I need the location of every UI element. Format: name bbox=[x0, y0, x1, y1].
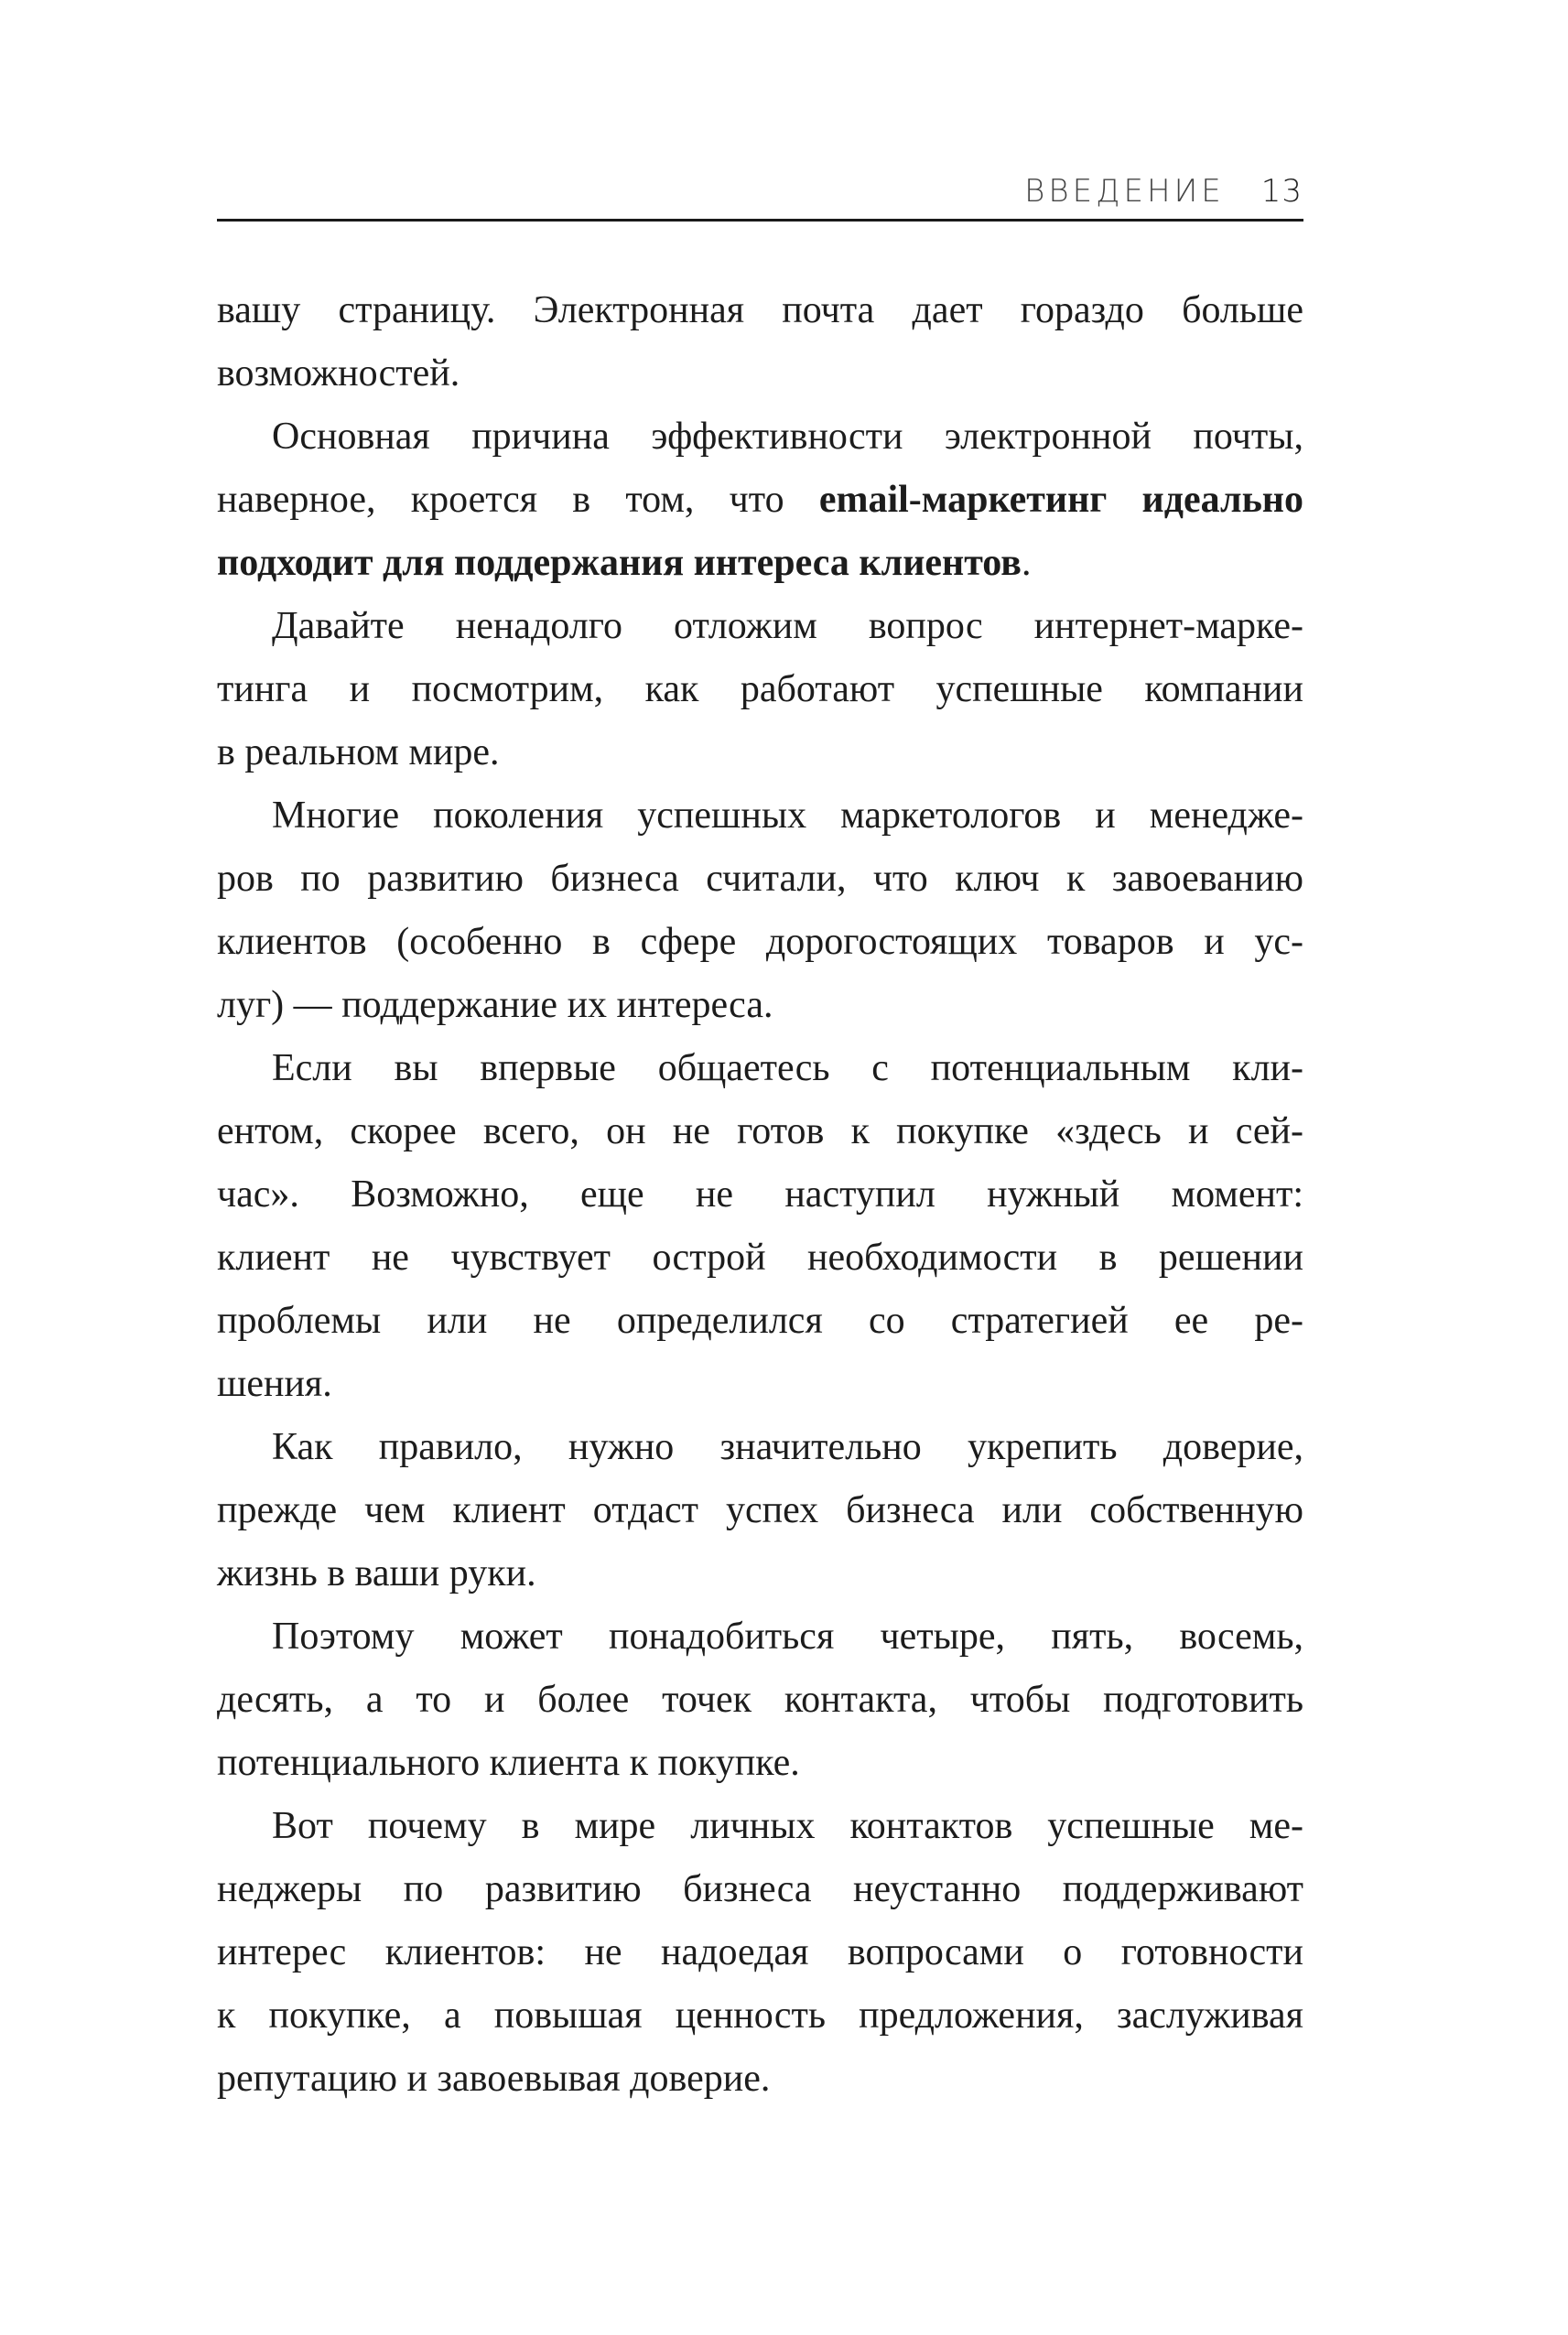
text-line: проблемы или не определился со стратегией ее ре- bbox=[217, 1300, 1303, 1342]
text-line: ров по развитию бизнеса считали, что ключ к завоеванию bbox=[217, 858, 1303, 900]
header-rule bbox=[217, 219, 1303, 222]
running-head bbox=[1024, 170, 1303, 212]
text-line: интерес клиентов: не надоедая вопросами о готовности bbox=[217, 1931, 1303, 1973]
text-line: потенциального клиента к покупке. bbox=[217, 1742, 800, 1784]
text-segment: . bbox=[1021, 542, 1032, 584]
text-line: шения. bbox=[217, 1363, 332, 1405]
text-line: репутацию и завоевывая доверие. bbox=[217, 2058, 771, 2100]
text-line: жизнь в ваши руки. bbox=[217, 1552, 536, 1595]
text-line: Многие поколения успешных маркетологов и менедже- bbox=[272, 795, 1303, 837]
text-line bbox=[217, 532, 1303, 595]
text-segment: наверное, кроется в том, что bbox=[217, 479, 819, 521]
text-line: Поэтому может понадобиться четыре, пять, восемь, bbox=[272, 1616, 1303, 1658]
text-line: Если вы впервые общаетесь с потенциальным кли- bbox=[272, 1047, 1303, 1089]
page-number: 13 bbox=[1260, 173, 1303, 210]
chapter-title: ВВЕДЕНИЕ bbox=[1024, 173, 1225, 210]
text-line: клиентов (особенно в сфере дорогостоящих товаров и ус- bbox=[217, 921, 1303, 963]
paragraph bbox=[217, 405, 1303, 595]
paragraph bbox=[217, 1037, 1303, 1416]
bold-text: email-маркетинг идеально bbox=[818, 479, 1303, 521]
body-text bbox=[217, 279, 1303, 2111]
paragraph bbox=[217, 784, 1303, 1037]
text-line: луг) — поддержание их интереса. bbox=[217, 984, 773, 1026]
paragraph bbox=[217, 1605, 1303, 1795]
text-line: Основная причина эффективности электронной почты, bbox=[272, 416, 1303, 458]
text-line: к покупке, а повышая ценность предложения, заслуживая bbox=[217, 1994, 1303, 2037]
text-line: час». Возможно, еще не наступил нужный момент: bbox=[217, 1173, 1303, 1216]
text-line: Давайте ненадолго отложим вопрос интернет-марке- bbox=[272, 605, 1303, 647]
text-line: Вот почему в мире личных контактов успешные ме- bbox=[272, 1805, 1303, 1847]
text-line: десять, а то и более точек контакта, чтобы подготовить bbox=[217, 1679, 1303, 1721]
text-line: вашу страницу. Электронная почта дает гораздо больше bbox=[217, 289, 1303, 331]
text-line: тинга и посмотрим, как работают успешные компании bbox=[217, 668, 1303, 710]
paragraph bbox=[217, 595, 1303, 784]
text-line: неджеры по развитию бизнеса неустанно поддерживают bbox=[217, 1868, 1303, 1910]
text-line: ентом, скорее всего, он не готов к покупке «здесь и сей- bbox=[217, 1110, 1303, 1152]
text-line: клиент не чувствует острой необходимости в решении bbox=[217, 1237, 1303, 1279]
text-line: в реальном мире. bbox=[217, 731, 500, 773]
paragraph bbox=[217, 1795, 1303, 2111]
paragraph bbox=[217, 1416, 1303, 1605]
text-line: прежде чем клиент отдаст успех бизнеса или собственную bbox=[217, 1489, 1303, 1531]
text-line bbox=[217, 469, 1303, 532]
bold-text: подходит для поддержания интереса клиентов bbox=[217, 542, 1022, 584]
text-line: возможностей. bbox=[217, 352, 460, 395]
text-line: Как правило, нужно значительно укрепить доверие, bbox=[272, 1426, 1303, 1468]
paragraph bbox=[217, 279, 1303, 405]
